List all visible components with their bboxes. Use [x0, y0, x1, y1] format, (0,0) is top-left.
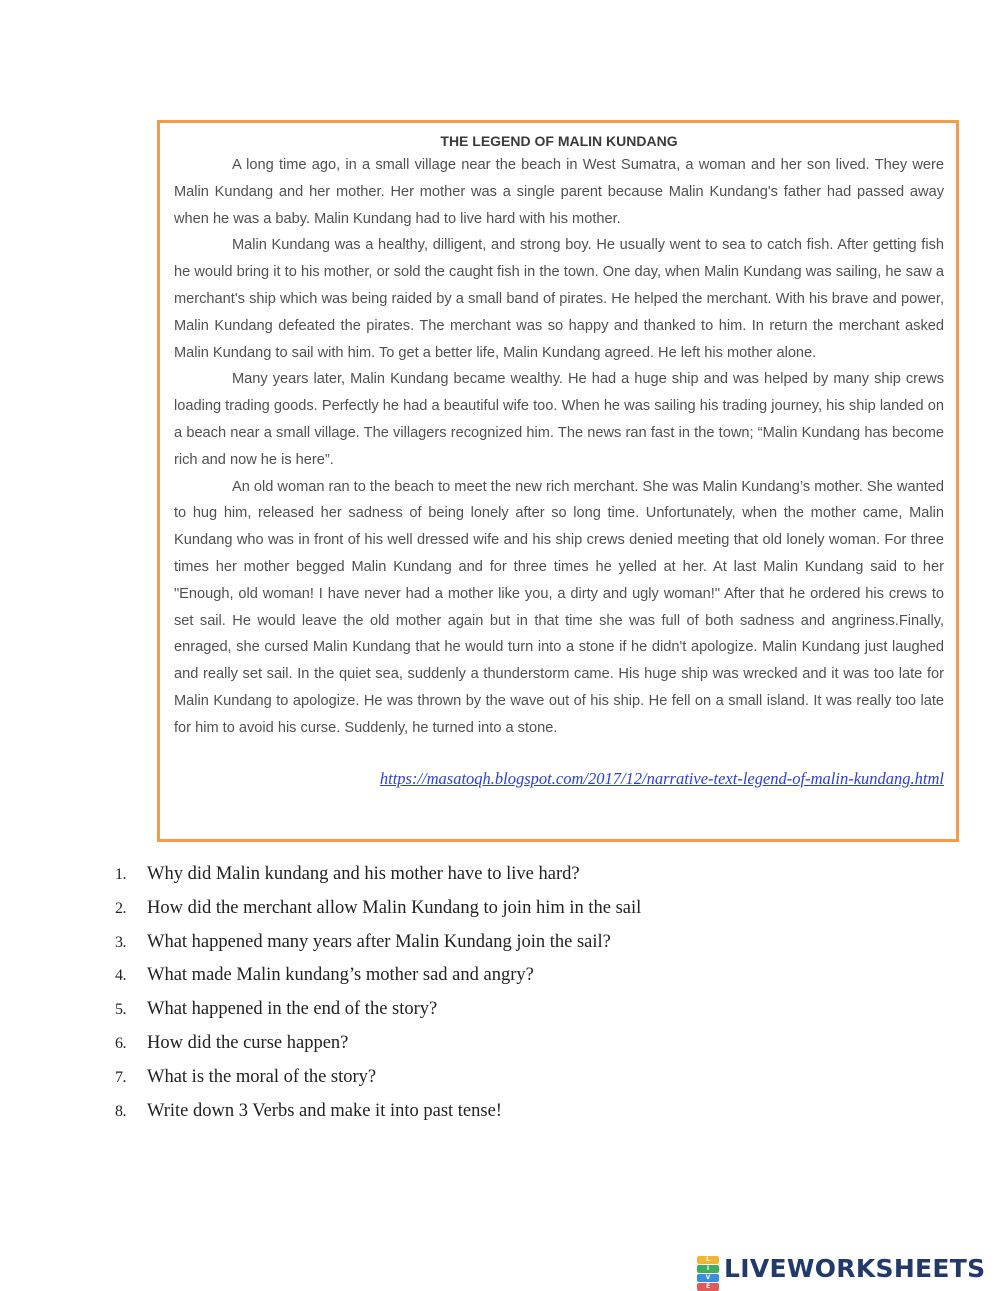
story-paragraph-2: Malin Kundang was a healthy, dilligent, and strong boy. He usually went to sea to catch fish. After getting fish he would bring it to his mother, or sold the caught fish in the town. One day, when Malin Kundang was sailing, he saw a merchant's ship which was being raided by a small band of pirates. He helped the merchant. With his brave and power, Malin Kundang defeated the pirates. The merchant was so happy and thanked to him. In return the merchant asked Malin Kundang to sail with him. To get a better life, Malin Kundang agreed. He left his mother alone. [174, 237, 944, 361]
liveworksheets-logo-icon [697, 1255, 719, 1290]
question-number: 7. [115, 1068, 126, 1086]
question-item [110, 996, 950, 1030]
logo-mark-letter: L [697, 1256, 719, 1264]
question-item [110, 929, 950, 963]
question-number: 3. [115, 933, 126, 951]
story-paragraph-1: A long time ago, in a small village near the beach in West Sumatra, a woman and her son lived. They were Malin Kundang and her mother. Her mother was a single parent because Malin Kundang's father had passed away when he was a baby. Malin Kundang had to live hard with his mother. [174, 157, 944, 227]
question-number: 1. [115, 866, 126, 883]
source-link[interactable]: https://masatoqh.blogspot.com/2017/12/narrative-text-legend-of-malin-kundang.html [379, 768, 944, 788]
question-item [110, 1064, 950, 1098]
question-item [110, 895, 950, 929]
story-box [157, 120, 959, 842]
story-title: THE LEGEND OF MALIN KUNDANG [440, 133, 678, 149]
liveworksheets-logo [697, 1254, 986, 1290]
question-text: Why did Malin kundang and his mother have to live hard? [147, 864, 580, 884]
question-item [110, 962, 950, 996]
question-text: Write down 3 Verbs and make it into past tense! [147, 1100, 502, 1121]
question-list [110, 861, 950, 1131]
question-item [110, 1098, 950, 1132]
question-item [110, 861, 950, 895]
logo-mark-letter: E [697, 1283, 719, 1291]
question-number: 4. [115, 967, 126, 985]
question-number: 2. [115, 899, 126, 917]
question-text: What happened many years after Malin Kundang join the sail? [147, 931, 611, 952]
story-paragraph-3: Many years later, Malin Kundang became wealthy. He had a huge ship and was helped by many ship crews loading trading goods. Perfectly he had a beautiful wife too. When he was sailing his trading journey, his ship landed on a beach near a small village. The villagers recognized him. The news ran fast in the town; “Malin Kundang has become rich and now he is here”. [174, 371, 944, 468]
question-number: 6. [115, 1034, 126, 1052]
question-number: 8. [115, 1102, 126, 1120]
question-text: What is the moral of the story? [147, 1066, 377, 1087]
question-item [110, 1030, 950, 1064]
question-text: What made Malin kundang’s mother sad and angry? [147, 965, 534, 986]
question-number: 5. [115, 1001, 126, 1019]
question-text: How did the merchant allow Malin Kundang to join him in the sail [147, 897, 642, 918]
question-text: What happened in the end of the story? [147, 999, 438, 1020]
story-paragraph-4: An old woman ran to the beach to meet the new rich merchant. She was Malin Kundang’s mother. She wanted to hug him, released her sadness of being lonely after so long time. Unfortunately, when the mother came, Malin Kundang who was in front of his well dressed wife and his ship crews denied meeting that old lonely woman. For three times her mother begged Malin Kundang and for three times he yelled at her. At last Malin Kundang said to her "Enough, old woman! I have never had a mother like you, a dirty and ugly woman!" After that he ordered his crews to set sail. He would leave the old mother again but in that time she was full of both sadness and angriness.Finally, enraged, she cursed Malin Kundang that he would turn into a stone if he didn't apologize. Malin Kundang just laughed and really set sail. In the quiet sea, suddenly a thunderstorm came. His huge ship was wrecked and it was too late for Malin Kundang to apologize. He was thrown by the wave out of his ship. He fell on a small island. It was really too late for him to avoid his curse. Suddenly, he turned into a stone. [174, 478, 944, 736]
liveworksheets-logo-text: LIVEWORKSHEETS [724, 1254, 986, 1283]
logo-mark-letter: I [697, 1265, 719, 1273]
logo-mark-letter: V [697, 1274, 719, 1282]
question-text: How did the curse happen? [147, 1032, 349, 1053]
